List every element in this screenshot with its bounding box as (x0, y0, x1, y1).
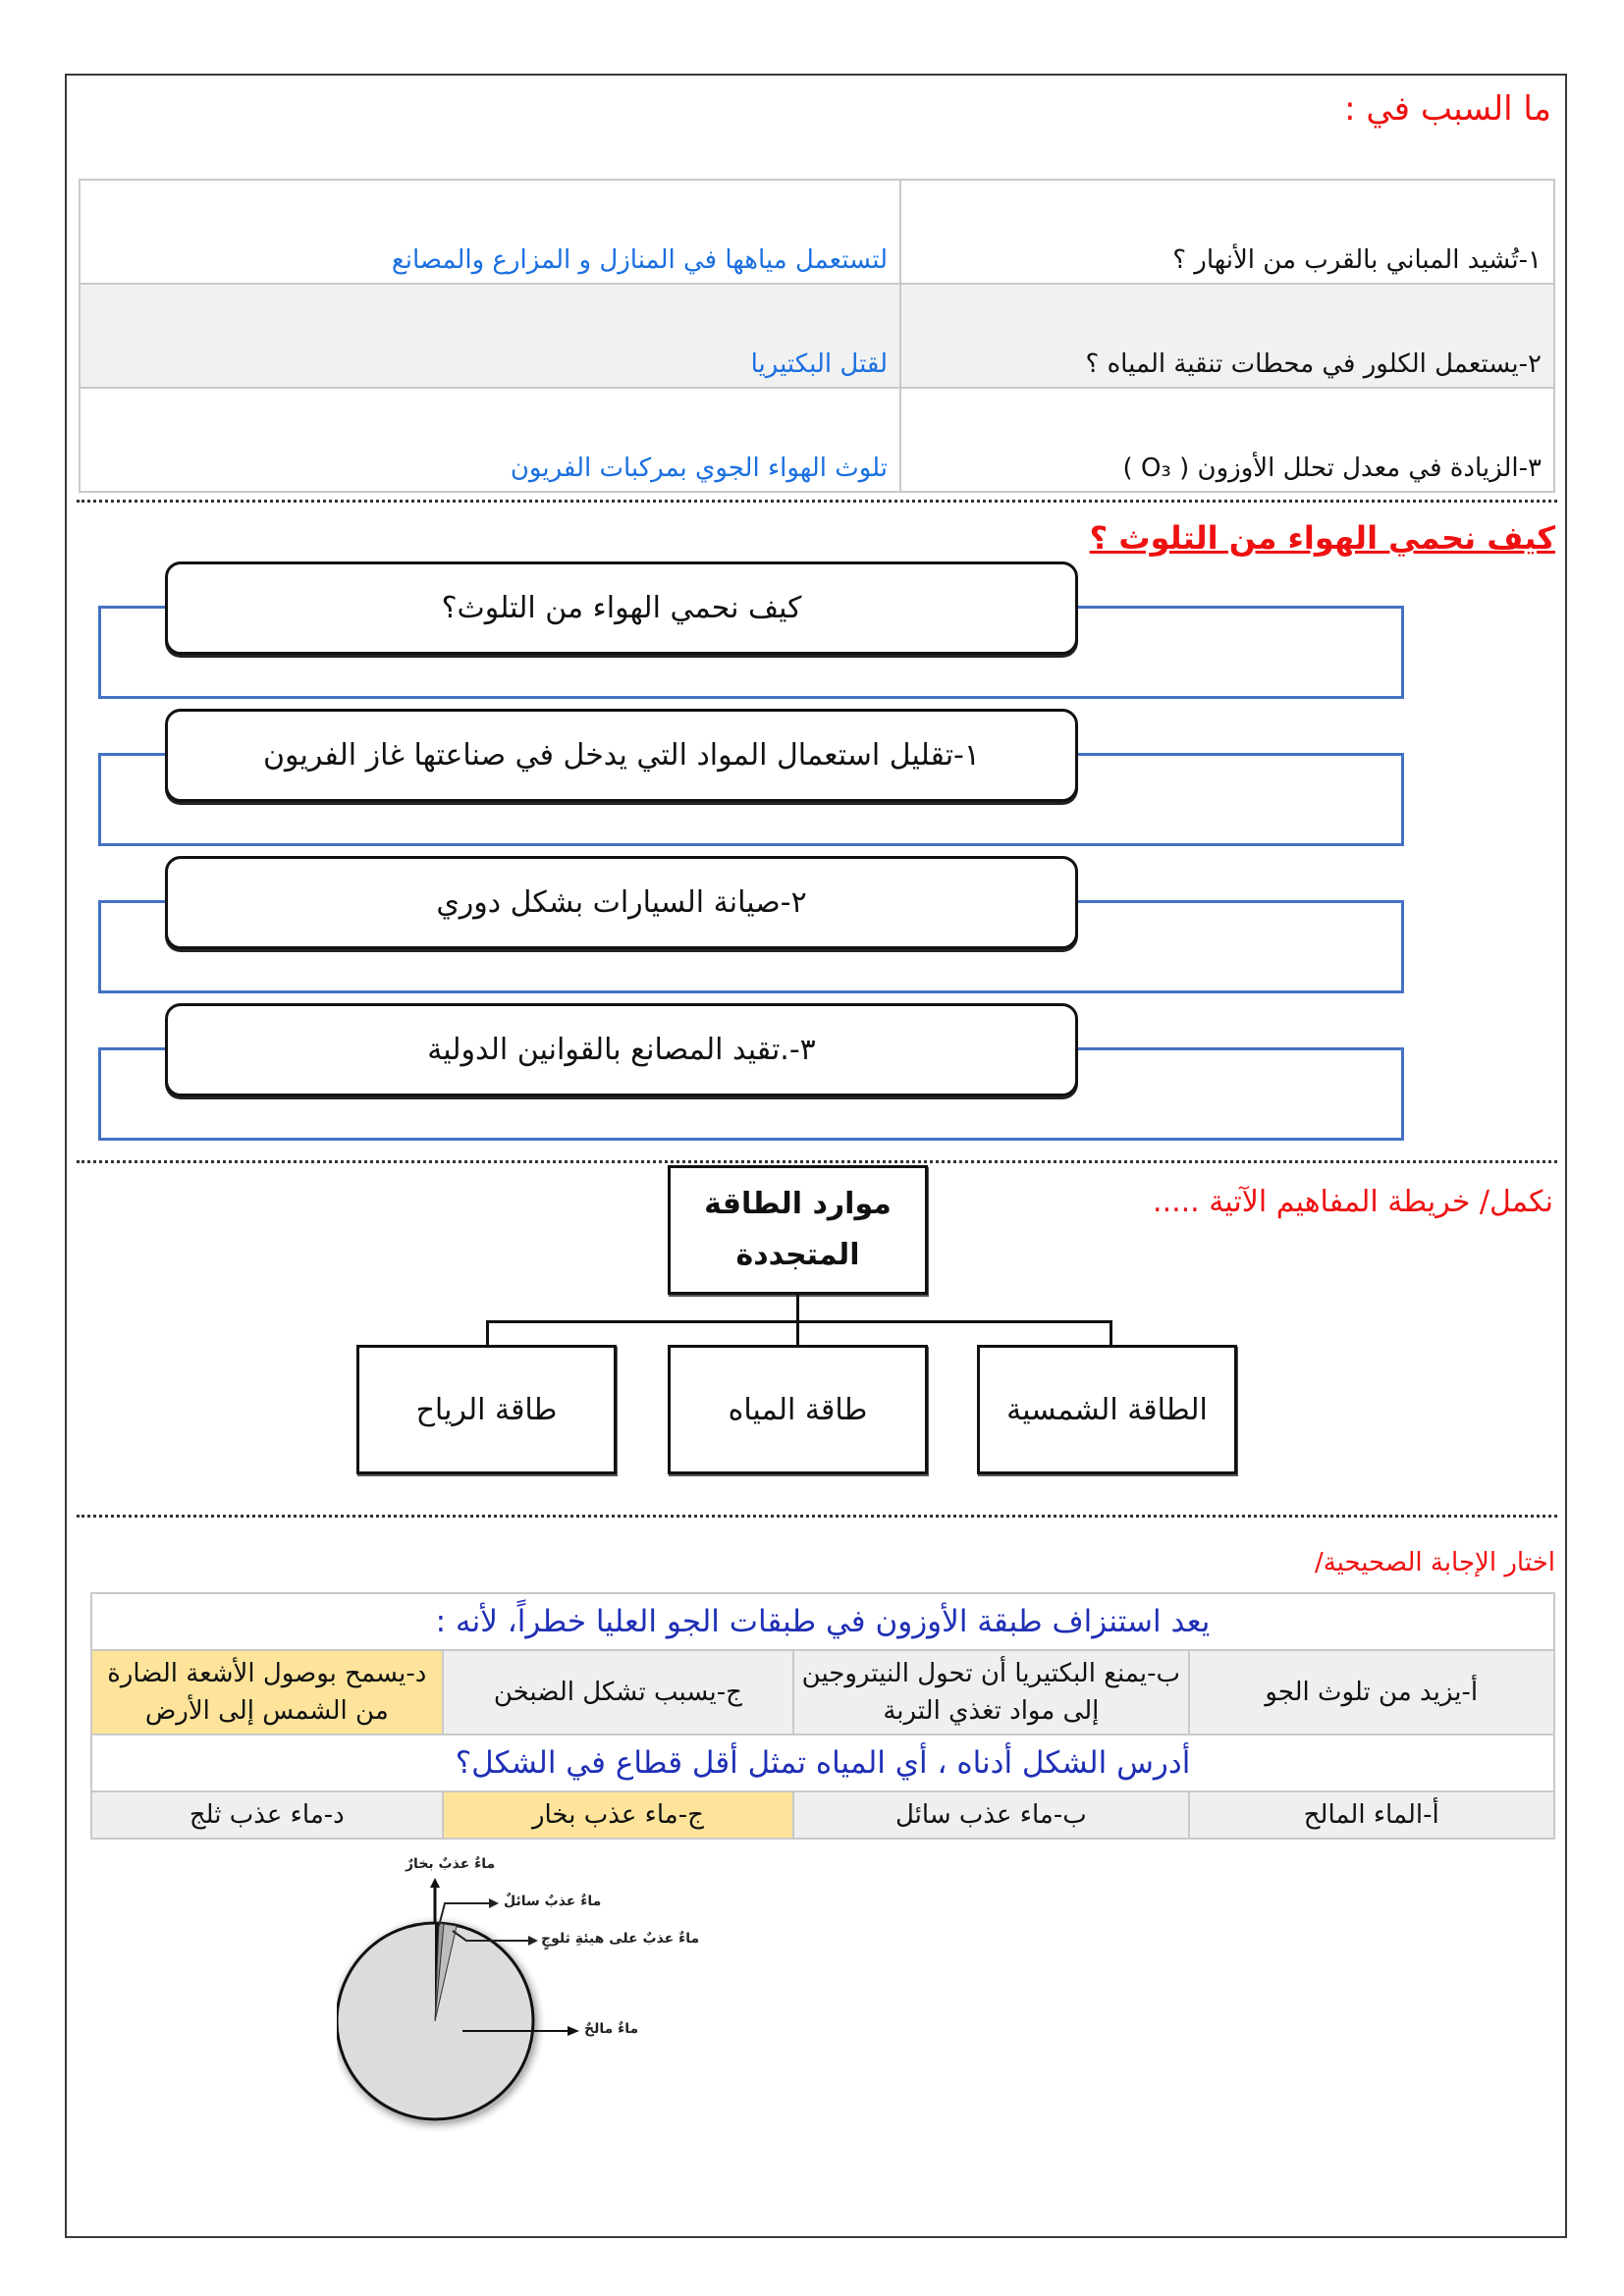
why-table (79, 179, 1555, 493)
option-d[interactable]: د-ماء عذب ثلج (91, 1791, 443, 1839)
section-why-title: ما السبب في : (1344, 89, 1551, 129)
table-row (91, 1791, 1554, 1839)
question-cell: ٢-يستعمل الكلور في محطات تنقية المياه ؟ (900, 284, 1554, 388)
label-freshwater-ice: ماءٌ عذبٌ على هيئةِ ثلوجٍ (541, 1931, 700, 1947)
option-a[interactable]: أ-يزيد من تلوث الجو (1189, 1650, 1555, 1735)
option-d-correct[interactable]: د-يسمح بوصول الأشعة الضارة من الشمس إلى الأرض (91, 1650, 443, 1735)
connector-line (796, 1320, 799, 1347)
answer-cell: لقتل البكتيريا (80, 284, 900, 388)
water-distribution-pie-chart (337, 1852, 867, 2166)
pie-chart-graphic (337, 1852, 867, 2166)
protect-box-2: ٢-صيانة السيارات بشكل دوري (165, 856, 1078, 949)
option-b[interactable]: ب-يمنع البكتيريا أن تحول النيتروجين إلى مواد تغذي التربة (793, 1650, 1188, 1735)
option-c[interactable]: ج-يسبب تشكل الضبخن (443, 1650, 794, 1735)
dotted-divider (77, 1515, 1557, 1518)
connector-line (486, 1320, 489, 1347)
connector-line (796, 1295, 799, 1322)
answer-cell: تلوث الهواء الجوي بمركبات الفريون (80, 388, 900, 492)
protect-box-heading: كيف نحمي الهواء من التلوث؟ (165, 561, 1078, 655)
mcq-table (90, 1592, 1555, 1840)
question-stem: يعد استنزاف طبقة الأوزون في طبقات الجو العليا خطراً، لأنه : (91, 1593, 1554, 1650)
worksheet-page (65, 74, 1567, 2238)
section-protect-title: كيف نحمي الهواء من التلوث ؟ (1089, 519, 1555, 557)
protect-box-3: ٣-.تقيد المصانع بالقوانين الدولية (165, 1003, 1078, 1096)
label-saltwater: ماءٌ مالحٌ (584, 2021, 639, 2037)
label-freshwater-vapor: ماءٌ عذبٌ بخارٌ (406, 1856, 496, 1872)
table-row (91, 1593, 1554, 1650)
connector-line (486, 1320, 1112, 1323)
option-c-correct[interactable]: ج-ماء عذب بخار (443, 1791, 794, 1839)
concept-map-title: نكمل/ خريطة المفاهيم الآتية ..... (1153, 1185, 1553, 1219)
dotted-divider (77, 1160, 1557, 1163)
option-a[interactable]: أ-الماء المالح (1189, 1791, 1555, 1839)
option-b[interactable]: ب-ماء عذب سائل (793, 1791, 1188, 1839)
table-row (91, 1650, 1554, 1735)
question-cell: ٣-الزيادة في معدل تحلل الأوزون ( O₃ ) (900, 388, 1554, 492)
concept-map-child-solar: الطاقة الشمسية (977, 1345, 1237, 1474)
question-stem: أدرس الشكل أدناه ، أي المياه تمثل أقل قطاع في الشكل؟ (91, 1735, 1554, 1791)
question-cell: ١-تُشيد المباني بالقرب من الأنهار ؟ (900, 180, 1554, 284)
table-row (80, 388, 1554, 492)
dotted-divider (77, 500, 1557, 503)
table-row (80, 284, 1554, 388)
table-row (80, 180, 1554, 284)
concept-map-child-wind: طاقة الرياح (356, 1345, 617, 1474)
protect-box-1: ١-تقليل استعمال المواد التي يدخل في صناعتها غاز الفريون (165, 709, 1078, 802)
connector-line (1110, 1320, 1112, 1347)
answer-cell: لتستعمل مياهها في المنازل و المزارع والمصانع (80, 180, 900, 284)
table-row (91, 1735, 1554, 1791)
concept-map-root: موارد الطاقة المتجددة (668, 1165, 928, 1295)
concept-map-child-water: طاقة المياه (668, 1345, 928, 1474)
mcq-section-title: اختار الإجابة الصحيحية/ (1314, 1548, 1555, 1577)
label-freshwater-liquid: ماءٌ عذبٌ سائلٌ (504, 1894, 602, 1909)
